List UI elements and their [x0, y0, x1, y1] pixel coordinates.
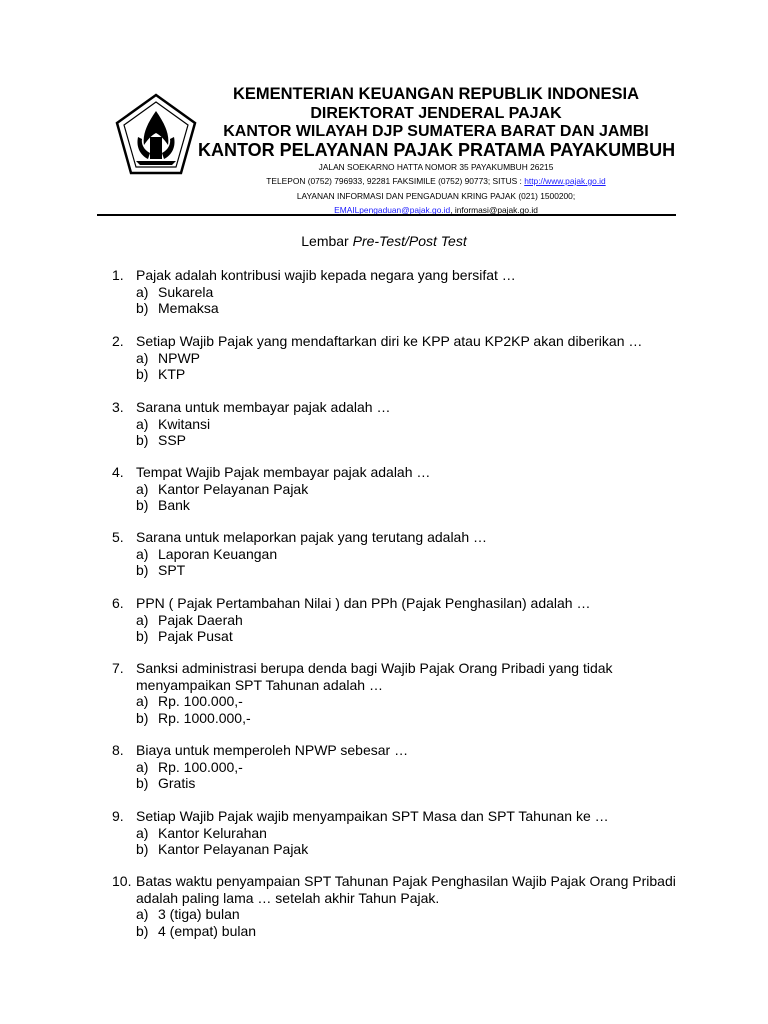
service-info: LAYANAN INFORMASI DAN PENGADUAN KRING PAJAK (021) 1500200; [296, 191, 576, 201]
option-b: Kantor Pelayanan Pajak [158, 841, 309, 857]
option-b: Bank [158, 497, 190, 513]
option-a-label: a) [136, 758, 149, 775]
option-a-label: a) [136, 906, 149, 922]
option-b-label: b) [136, 841, 149, 857]
question-number: 10. [112, 873, 132, 889]
option-a: Sukarela [158, 283, 214, 300]
tax-office-name: KANTOR PELAYANAN PAJAK PRATAMA PAYAKUMBUH [198, 140, 676, 160]
question-6 [112, 595, 692, 645]
option-a-label: a) [136, 480, 149, 497]
question-9 [112, 808, 692, 858]
option-a: Kantor Kelurahan [158, 824, 267, 841]
ministry-name: KEMENTERIAN KEUANGAN REPUBLIK INDONESIA [232, 85, 640, 103]
option-b-label: b) [136, 709, 149, 726]
email-link[interactable]: EMAILpengaduan@pajak.go.id [334, 205, 451, 215]
question-number: 5. [112, 529, 124, 545]
option-b: Memaksa [158, 300, 219, 316]
question-3 [112, 399, 692, 449]
option-b-label: b) [136, 628, 149, 644]
phone-fax-text: TELEPON (0752) 796933, 92281 FAKSIMILE (0752) 90773; SITUS : [266, 176, 525, 186]
question-5 [112, 529, 692, 579]
question-8 [112, 742, 692, 792]
question-text: Setiap Wajib Pajak yang mendaftarkan diri ke KPP atau KP2KP akan diberikan … [136, 333, 643, 349]
option-b-label: b) [136, 300, 149, 316]
question-text: Setiap Wajib Pajak wajib menyampaikan SPT Masa dan SPT Tahunan ke … [136, 808, 609, 824]
website-link[interactable]: http://www.pajak.go.id [524, 176, 606, 186]
title-prefix: Lembar [301, 233, 353, 249]
option-b: KTP [158, 366, 186, 382]
document-title [0, 233, 768, 249]
question-text: Biaya untuk memperoleh NPWP sebesar … [136, 742, 409, 758]
question-number: 7. [112, 660, 124, 676]
option-b-label: b) [136, 497, 149, 513]
option-a: NPWP [158, 349, 200, 366]
question-text: Batas waktu penyampaian SPT Tahunan Pajak Penghasilan Wajib Pajak Orang Pribadi [136, 873, 676, 889]
option-a-label: a) [136, 824, 149, 841]
regional-office-name: KANTOR WILAYAH DJP SUMATERA BARAT DAN JAMBI [223, 123, 649, 140]
option-b: SSP [158, 432, 187, 448]
directorate-name: DIREKTORAT JENDERAL PAJAK [310, 105, 562, 122]
option-a: 3 (tiga) bulan [158, 906, 240, 922]
option-b: 4 (empat) bulan [158, 922, 257, 939]
question-number: 2. [112, 333, 124, 349]
option-a-label: a) [136, 545, 149, 562]
question-number: 8. [112, 742, 124, 758]
option-a-label: a) [136, 611, 149, 628]
option-a: Rp. 100.000,- [158, 758, 243, 775]
question-7 [112, 660, 692, 726]
email-rest: , informasi@pajak.go.id [450, 205, 538, 215]
office-phone-line [198, 176, 674, 186]
question-4 [112, 464, 692, 514]
question-10 [112, 873, 712, 939]
option-a: Laporan Keuangan [158, 545, 278, 562]
question-number: 1. [112, 267, 124, 283]
question-text: PPN ( Pajak Pertambahan Nilai ) dan PPh (Pajak Penghasilan) adalah … [136, 595, 591, 611]
option-a-label: a) [136, 283, 149, 300]
option-a: Pajak Daerah [158, 611, 243, 628]
option-b-label: b) [136, 366, 149, 382]
question-text: Sanksi administrasi berupa denda bagi Wajib Pajak Orang Pribadi yang tidak [136, 660, 613, 676]
question-text: Sarana untuk melaporkan pajak yang terutang adalah … [136, 529, 488, 545]
question-number: 6. [112, 595, 124, 611]
question-2 [112, 333, 692, 383]
djp-emblem-logo [114, 93, 198, 177]
option-a: Kwitansi [158, 415, 211, 432]
question-1 [112, 267, 692, 317]
option-a: Rp. 100.000,- [158, 693, 243, 709]
option-a-label: a) [136, 415, 149, 432]
option-a: Kantor Pelayanan Pajak [158, 480, 309, 497]
option-b: Rp. 1000.000,- [158, 709, 251, 726]
question-number: 3. [112, 399, 124, 415]
option-b-label: b) [136, 562, 149, 578]
option-a-label: a) [136, 693, 149, 709]
option-a-label: a) [136, 349, 149, 366]
question-number: 9. [112, 808, 124, 824]
question-text-continued: menyampaikan SPT Tahunan adalah … [136, 676, 383, 693]
question-text: Sarana untuk membayar pajak adalah … [136, 399, 391, 415]
question-text: Tempat Wajib Pajak membayar pajak adalah … [136, 464, 431, 480]
option-b-label: b) [136, 775, 149, 791]
option-b-label: b) [136, 432, 149, 448]
option-b-label: b) [136, 922, 149, 939]
title-italic: Pre-Test/Post Test [352, 233, 467, 249]
question-text: Pajak adalah kontribusi wajib kepada negara yang bersifat … [136, 267, 516, 283]
question-text-continued: adalah paling lama … setelah akhir Tahun Pajak. [136, 889, 440, 906]
option-b: Pajak Pusat [158, 628, 233, 644]
option-b: Gratis [158, 775, 196, 791]
office-address: JALAN SOEKARNO HATTA NOMOR 35 PAYAKUMBUH 26215 [318, 162, 554, 172]
question-number: 4. [112, 464, 124, 480]
option-b: SPT [158, 562, 186, 578]
header-divider [97, 214, 676, 216]
